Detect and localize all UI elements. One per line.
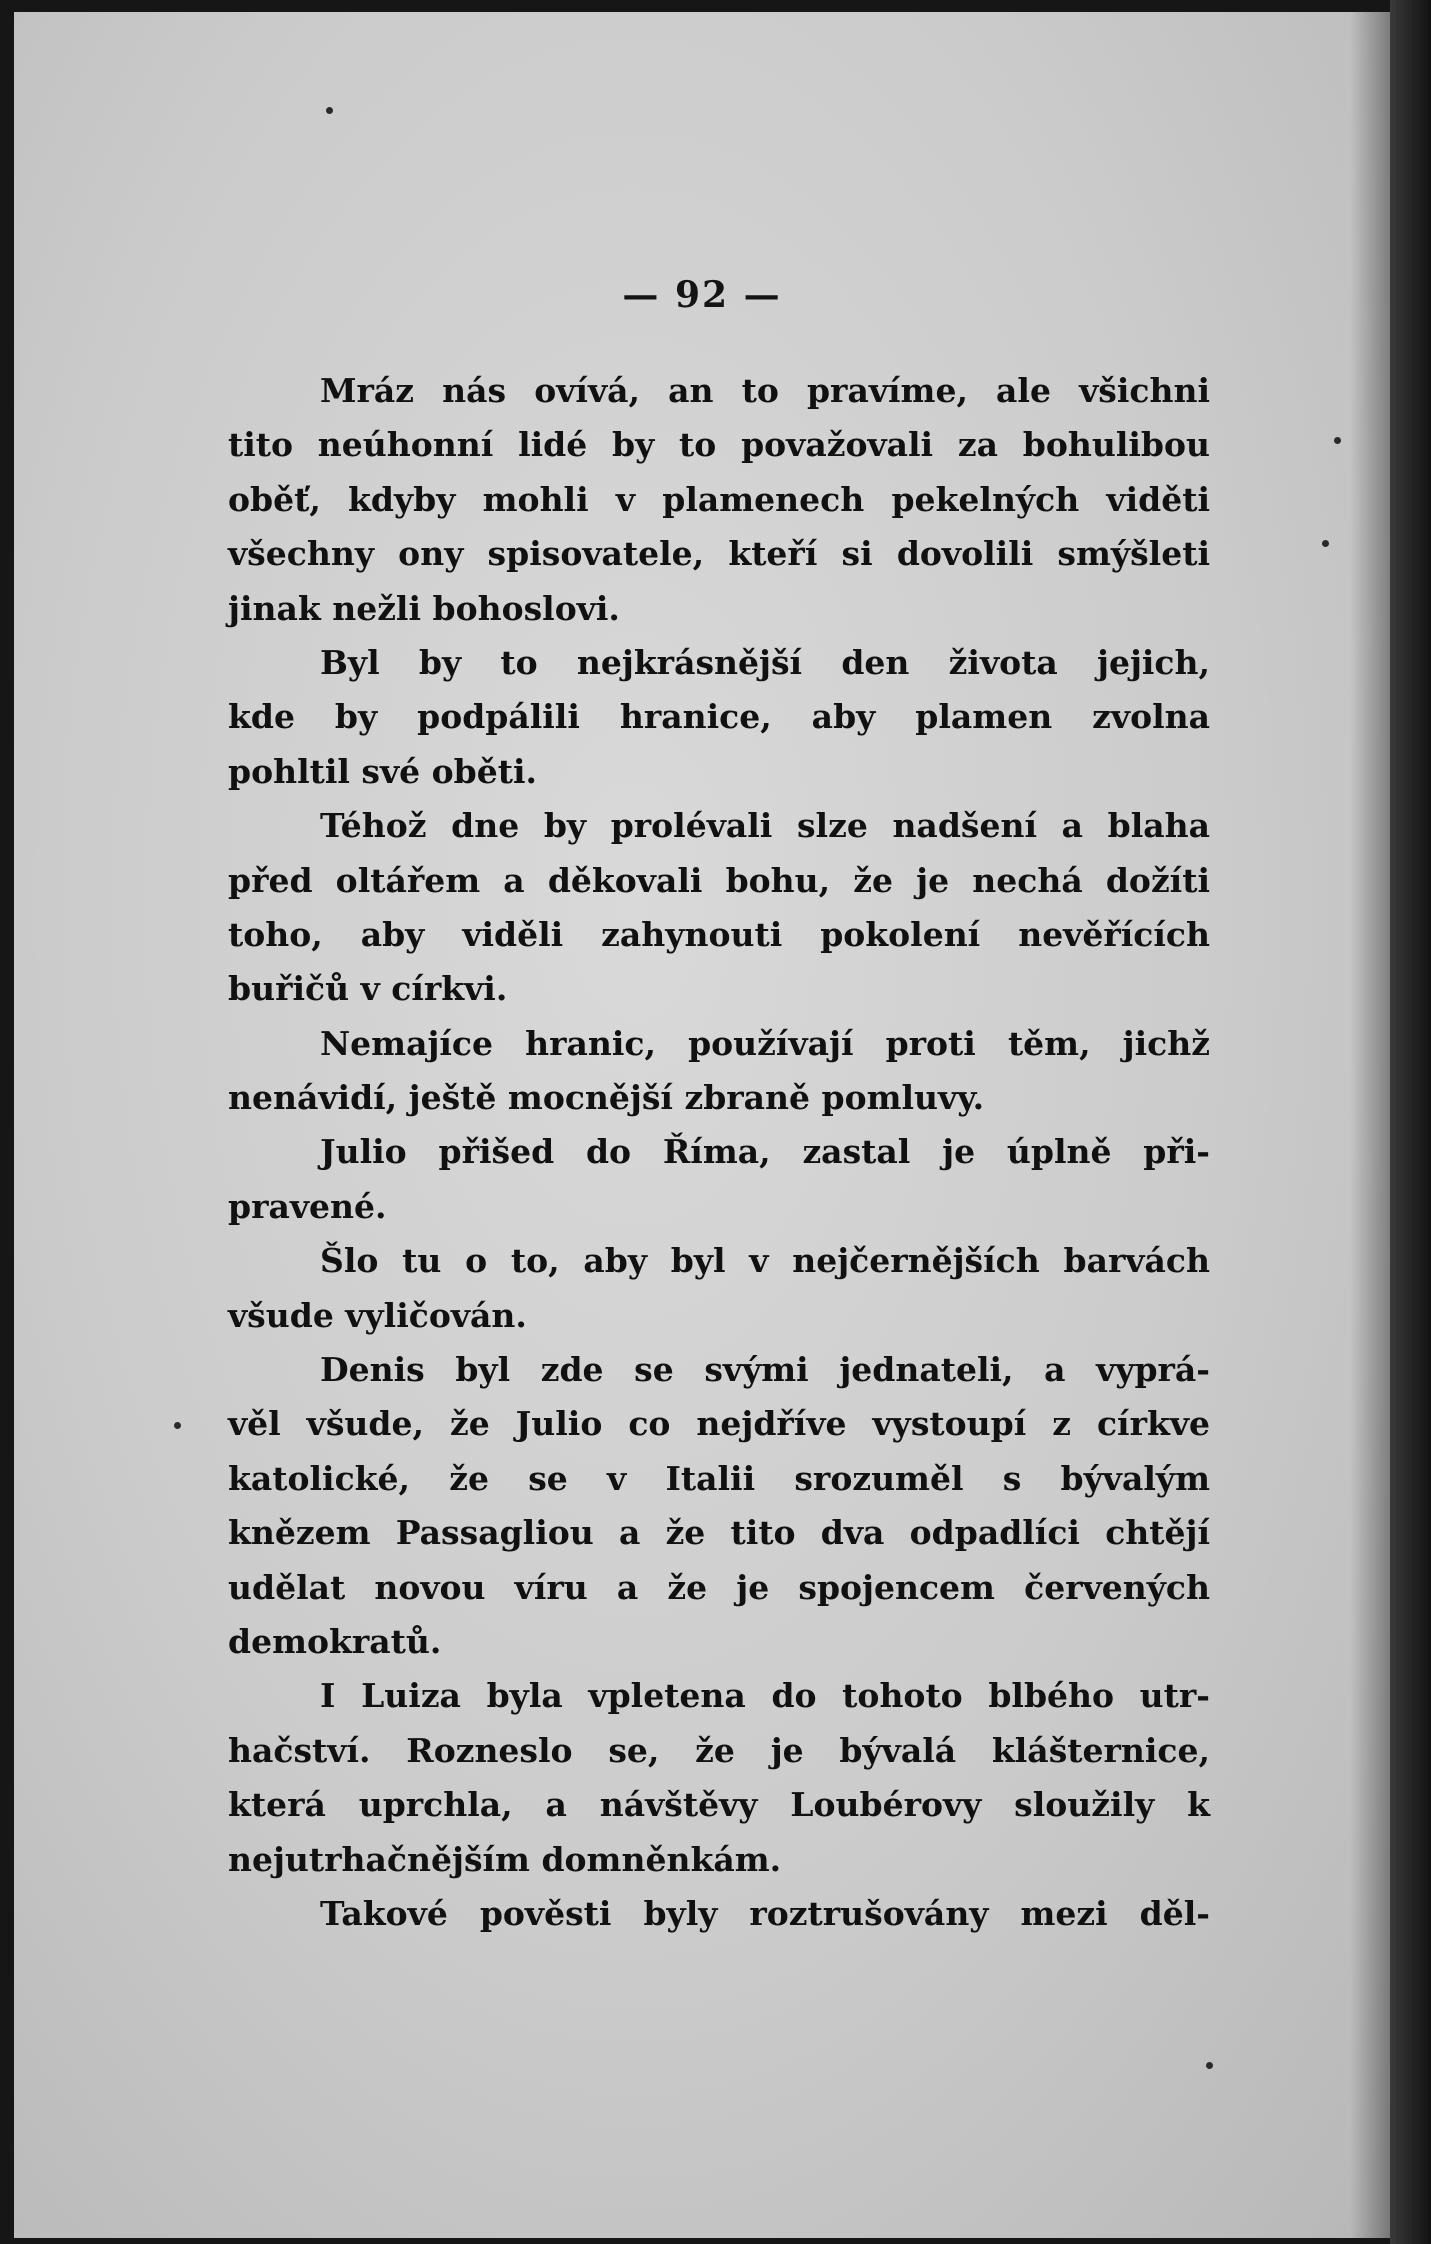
text-line: věl všude, že Julio co nejdříve vystoupí z církve <box>228 1404 1210 1444</box>
text-line: tito neúhonní lidé by to považovali za bohulibou <box>228 425 1210 465</box>
text-line: která uprchla, a návštěvy Loubérovy sloužily k <box>228 1785 1210 1825</box>
text-line: Mráz nás ovívá, an to pravíme, ale všichni <box>320 371 1210 410</box>
text-line: katolické, že se v Italii srozuměl s bývalým <box>228 1458 1210 1498</box>
text-line: pohltil své oběti. <box>228 751 538 791</box>
text-line: všude vyličován. <box>228 1295 527 1335</box>
text-line: demokratů. <box>228 1621 442 1661</box>
text-line: Téhož dne by prolévali slze nadšení a blaha <box>320 806 1210 846</box>
dust-speck <box>1322 540 1329 547</box>
text-line: nenávidí, ještě mocnější zbraně pomluvy. <box>228 1078 985 1118</box>
text-line: udělat novou víru a že je spojencem červených <box>228 1567 1210 1607</box>
text-line: Byl by to nejkrásnější den života jejich, <box>320 642 1210 682</box>
text-line: Šlo tu o to, aby byl v nejčernějších barvách <box>320 1241 1210 1281</box>
text-line: Nemajíce hranic, používají proti těm, jichž <box>320 1023 1210 1063</box>
text-line: oběť, kdyby mohli v plamenech pekelných viděti <box>228 479 1210 519</box>
text-line: toho, aby viděli zahynouti pokolení nevěřících <box>228 914 1210 954</box>
book-page <box>14 12 1390 2238</box>
book-spine-shadow <box>1390 0 1431 2244</box>
text-line: Julio přišed do Říma, zastal je úplně při- <box>320 1132 1210 1172</box>
text-line: jinak nežli bohoslovi. <box>228 588 620 628</box>
text-line: před oltářem a děkovali bohu, že je nechá dožíti <box>228 860 1210 900</box>
text-line: všechny ony spisovatele, kteří si dovolili smýšleti <box>228 534 1210 574</box>
text-line: pravené. <box>228 1186 387 1226</box>
text-line: I Luiza byla vpletena do tohoto blbého utr- <box>320 1676 1210 1716</box>
dust-speck <box>1334 437 1341 444</box>
text-line: hačství. Rozneslo se, že je bývalá klášternice, <box>228 1730 1210 1770</box>
text-line: nejutrhačnějším domněnkám. <box>228 1839 782 1879</box>
dust-speck <box>326 107 333 114</box>
text-line: kde by podpálili hranice, aby plamen zvolna <box>228 697 1210 737</box>
text-line: Denis byl zde se svými jednateli, a vyprá- <box>320 1350 1210 1390</box>
page-edge-shadow <box>1350 12 1390 2238</box>
text-line: knězem Passagliou a že tito dva odpadlíci chtějí <box>228 1513 1210 1553</box>
page-text <box>228 364 1210 1941</box>
dust-speck <box>174 1422 181 1429</box>
text-line: Takové pověsti byly roztrušovány mezi děl- <box>320 1893 1210 1933</box>
text-line: buřičů v církvi. <box>228 969 508 1009</box>
page-number: — 92 — <box>622 274 782 316</box>
dust-speck <box>1206 2062 1213 2069</box>
